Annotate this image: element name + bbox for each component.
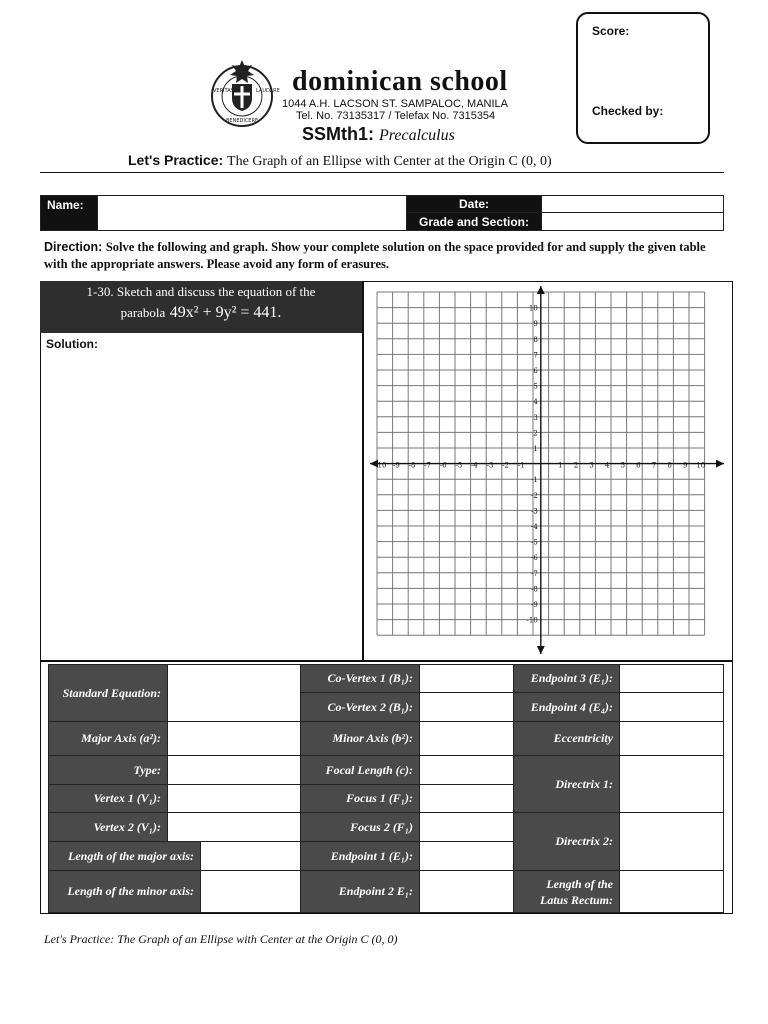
x-tick-label: -2	[502, 461, 510, 470]
problem-statement	[40, 281, 362, 333]
x-tick-label: -10	[375, 461, 387, 470]
y-axis-bottom-arrow	[537, 646, 545, 654]
latus-rectum-line2: Latus Rectum:	[539, 892, 613, 907]
x-tick-label: 1	[558, 461, 563, 470]
length-major-axis-field[interactable]	[200, 841, 301, 871]
vertex1-field[interactable]	[167, 784, 301, 813]
endpoint3-label: Endpoint 3 (E₁):	[513, 664, 620, 693]
endpoint1-field[interactable]	[419, 841, 514, 871]
covertex2-field[interactable]	[419, 692, 514, 722]
eccentricity-field[interactable]	[619, 721, 724, 756]
y-tick-label: 4	[533, 398, 538, 407]
x-tick-label: 2	[573, 461, 579, 470]
x-tick-label: 4	[604, 461, 610, 470]
endpoint4-label: Endpoint 4 (E₄):	[513, 692, 620, 722]
school-logo	[204, 58, 280, 130]
vertex2-field[interactable]	[167, 812, 301, 842]
vertex2-label: Vertex 2 (V₁):	[48, 812, 168, 842]
x-tick-label: 5	[620, 461, 626, 470]
endpoint4-field[interactable]	[619, 692, 724, 722]
y-tick-label: 1	[533, 445, 538, 453]
focal-length-label: Focal Length (c):	[300, 755, 420, 785]
x-tick-label: -5	[455, 461, 463, 470]
school-phone: Tel. No. 73135317 / Telefax No. 7315354	[296, 110, 496, 122]
y-axis-top-arrow	[537, 286, 545, 294]
footer-label: Let's Practice	[44, 932, 111, 946]
y-tick-label: 5	[533, 382, 538, 391]
svg-text:LAUDARE: LAUDARE	[256, 88, 280, 94]
solution-label: Solution:	[46, 337, 98, 351]
grade-field[interactable]	[541, 212, 724, 231]
endpoint2-label: Endpoint 2 E₁:	[300, 870, 420, 913]
footer-caption	[44, 932, 398, 947]
directrix1-label: Directrix 1:	[513, 755, 620, 813]
svg-text:VERITAS: VERITAS	[213, 88, 234, 94]
x-tick-label: 7	[651, 461, 657, 470]
svg-text:BENEDICERE: BENEDICERE	[226, 118, 259, 124]
endpoint2-field[interactable]	[419, 870, 514, 913]
y-tick-label: -1	[530, 476, 538, 485]
directrix1-field[interactable]	[619, 755, 724, 813]
grade-label-cell	[406, 212, 542, 231]
focus1-field[interactable]	[419, 784, 514, 813]
y-tick-label: -6	[530, 554, 538, 563]
name-label: Name:	[47, 198, 84, 212]
x-tick-label: 3	[589, 461, 594, 470]
x-tick-label: -3	[486, 461, 494, 470]
date-label: Date:	[458, 197, 489, 211]
x-tick-label: 10	[696, 461, 706, 470]
endpoint1-label: Endpoint 1 (E₁):	[300, 841, 420, 871]
y-tick-label: 8	[533, 335, 538, 344]
y-tick-label: -2	[530, 491, 538, 500]
school-address: 1044 A.H. LACSON ST. SAMPALOC, MANILA	[282, 98, 508, 110]
x-tick-label: -1	[517, 461, 525, 470]
focus1-label: Focus 1 (F₁):	[300, 784, 420, 813]
name-label-cell	[40, 195, 98, 231]
directrix2-field[interactable]	[619, 812, 724, 871]
length-minor-axis-label: Length of the minor axis:	[48, 870, 201, 913]
y-tick-label: -5	[530, 538, 538, 547]
school-name: dominican school	[292, 66, 508, 97]
practice-label: Let's Practice:	[128, 152, 224, 168]
grade-label: Grade and Section:	[418, 214, 530, 229]
minor-axis-label: Minor Axis (b²):	[300, 721, 420, 756]
score-label: Score:	[592, 24, 630, 38]
course-code: SSMth1:	[302, 124, 374, 144]
latus-rectum-field[interactable]	[619, 870, 724, 913]
solution-area[interactable]	[42, 354, 360, 658]
coordinate-grid[interactable]	[366, 284, 730, 658]
directrix2-label: Directrix 2:	[513, 812, 620, 871]
length-major-axis-label: Length of the major axis:	[48, 841, 201, 871]
major-axis-label: Major Axis (a²):	[48, 721, 168, 756]
x-tick-label: 6	[636, 461, 641, 470]
header-divider	[40, 172, 724, 173]
covertex2-label: Co-Vertex 2 (B₁):	[300, 692, 420, 722]
practice-heading	[128, 152, 552, 170]
direction-body: Solve the following and graph. Show your complete solution on the space provided for and supply the given table with the appropriate answers. Please avoid any form of erasures.	[44, 240, 706, 271]
x-tick-label: -7	[424, 461, 432, 470]
y-tick-label: -10	[526, 616, 538, 625]
focus2-field[interactable]	[419, 812, 514, 842]
y-tick-label: 7	[533, 351, 538, 360]
date-label-cell	[406, 195, 542, 213]
y-tick-label: 9	[533, 320, 538, 329]
date-field[interactable]	[541, 195, 724, 213]
y-tick-label: 10	[528, 304, 538, 313]
x-tick-label: 8	[667, 461, 672, 470]
standard-equation-field[interactable]	[167, 664, 301, 722]
practice-title: The Graph of an Ellipse with Center at the Origin C (0, 0)	[227, 154, 552, 169]
y-tick-label: 6	[533, 367, 538, 375]
footer-text: : The Graph of an Ellipse with Center at the Origin C (0, 0)	[110, 932, 398, 946]
x-tick-label: -9	[392, 461, 400, 470]
name-field[interactable]	[97, 195, 407, 231]
score-box	[576, 12, 710, 144]
minor-axis-field[interactable]	[419, 721, 514, 756]
covertex1-label: Co-Vertex 1 (B₁):	[300, 664, 420, 693]
x-tick-label: -4	[470, 461, 478, 470]
y-tick-label: 3	[533, 413, 538, 422]
focal-length-field[interactable]	[419, 755, 514, 785]
direction-label: Direction:	[44, 240, 103, 254]
problem-equation: 49x² + 9y² = 441.	[169, 304, 282, 321]
y-tick-label: -9	[530, 601, 538, 609]
vertex1-label: Vertex 1 (V₁):	[48, 784, 168, 813]
checked-by-label: Checked by:	[592, 104, 664, 118]
x-tick-label: -8	[408, 461, 416, 470]
focus2-label: Focus 2 (F₁)	[300, 812, 420, 842]
y-tick-label: -7	[530, 569, 538, 578]
course-title	[302, 124, 455, 145]
latus-rectum-label	[513, 870, 620, 913]
latus-rectum-line1: Length of the	[546, 876, 613, 891]
problem-line2-prefix: parabola	[120, 305, 166, 320]
type-label: Type:	[48, 755, 168, 785]
standard-equation-label: Standard Equation:	[48, 664, 168, 722]
direction-text	[44, 239, 720, 273]
major-axis-field[interactable]	[167, 721, 301, 756]
y-tick-label: -8	[530, 585, 538, 594]
y-tick-label: 2	[533, 429, 538, 438]
covertex1-field[interactable]	[419, 664, 514, 693]
problem-line1: 1-30. Sketch and discuss the equation of the	[86, 284, 316, 299]
type-field[interactable]	[167, 755, 301, 785]
x-tick-label: 9	[682, 461, 688, 470]
length-minor-axis-field[interactable]	[200, 870, 301, 913]
course-name: Precalculus	[379, 127, 455, 144]
eccentricity-label: Eccentricity	[513, 721, 620, 756]
endpoint3-field[interactable]	[619, 664, 724, 693]
y-tick-label: -4	[530, 523, 538, 531]
y-tick-label: -3	[530, 507, 538, 516]
x-axis-right-arrow	[716, 460, 724, 468]
x-tick-label: -6	[439, 461, 447, 470]
graph-divider	[362, 281, 364, 661]
